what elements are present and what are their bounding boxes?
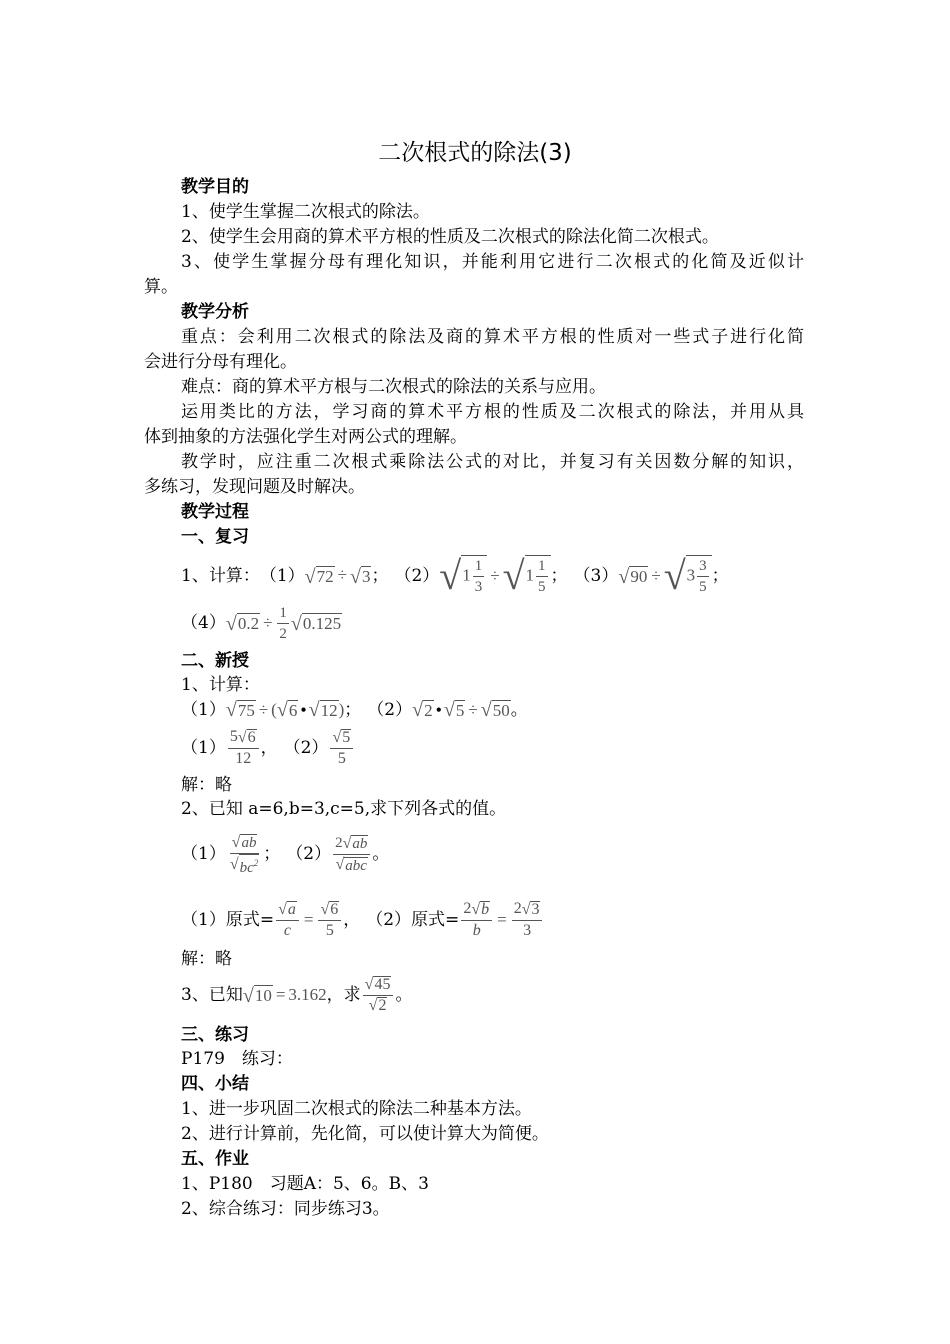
analysis-heading: 教学分析 xyxy=(181,302,249,322)
objectives-heading: 教学目的 xyxy=(181,177,249,197)
frac-2sqrt-b-over-b: $\frac{2√b}{b}$ xyxy=(461,899,492,940)
expr-ab-over-bc2: $\frac{√ab}{√bc^2}$ xyxy=(229,833,259,876)
key-point-line1: 重点：会利用二次根式的除法及商的算术平方根的性质对一些式子进行化简 xyxy=(181,327,804,347)
frac-sqrt-a-over-c: $\frac{√a}{c}$ xyxy=(276,899,299,940)
solution-2: 解：略 xyxy=(181,949,232,969)
summary-heading: 四、小结 xyxy=(181,1074,249,1094)
expr-mixed-sqrt: √1 $\frac{1}{3}$ ÷ √1 $\frac{1}{5}$ xyxy=(439,555,550,597)
homework-item-1: 1、P180 习题A：5、6。B、3 xyxy=(181,1174,429,1194)
expr-2ab-over-abc: $\frac{2√ab}{\text{√abc}}$ xyxy=(333,833,370,876)
difficulty-point: 难点：商的算术平方根与二次根式的除法的关系与应用。 xyxy=(181,377,606,397)
answer-2: $\frac{√5}{5}$ xyxy=(330,727,353,768)
page-title: 二次根式的除法(3) xyxy=(378,140,572,166)
process-heading: 教学过程 xyxy=(181,502,249,522)
summary-item-1: 1、进一步巩固二次根式的除法二种基本方法。 xyxy=(181,1099,532,1119)
frac-sqrt6-over-5: $\frac{√6}{5}$ xyxy=(318,899,341,940)
new-heading: 二、新授 xyxy=(181,651,249,671)
review-q4: （4） √0.2 ÷ $\frac{1}{2}$ √0.125 xyxy=(181,604,342,642)
review-heading: 一、复习 xyxy=(181,527,249,547)
expr-sqrt2-sqrt5: √2 • √5 ÷ √50 xyxy=(412,699,510,722)
key-point-line2: 会进行分母有理化。 xyxy=(144,352,297,372)
practice-heading: 三、练习 xyxy=(181,1025,249,1045)
expr-sqrt90-div: √90 ÷ √3 $\frac{3}{5}$ xyxy=(618,555,711,597)
new-q1-answers: （1） $\frac{5√6}{12}$ ， （2） $\frac{√5}{5}$ xyxy=(181,726,355,770)
summary-item-2: 2、进行计算前，先化简，可以使计算大为简便。 xyxy=(181,1124,549,1144)
frac-sqrt45-over-sqrt2: $\frac{√45}{√2}$ xyxy=(363,974,394,1016)
note-line1: 教学时，应注重二次根式乘除法公式的对比，并复习有关因数分解的知识， xyxy=(181,452,804,472)
new-q1-label: 1、计算： xyxy=(181,675,260,695)
expr-sqrt72-div-sqrt3: √72 ÷ √3 xyxy=(304,565,371,588)
objective-3-cont: 算。 xyxy=(144,277,178,297)
expr-sqrt10: √10 = 3.162 xyxy=(242,984,327,1007)
new-q2-exprs: （1） $\frac{√ab}{√bc^2}$ ； （2） $\frac{2√ab}{\text{√abc}}$ 。 xyxy=(181,833,390,876)
expr-sqrt02: √0.2 ÷ $\frac{1}{2}$ √0.125 xyxy=(225,604,342,642)
solution-1: 解：略 xyxy=(181,775,232,795)
review-q1: 1、计算： （1） √72 ÷ √3 ； （2） √1 $\frac{1}{3}$ ÷ √1 $\frac{1}{5}$ ； （3） √90 ÷ √3 $\frac{3}{5}$ ； xyxy=(181,553,729,598)
note-line2: 多练习，发现问题及时解决。 xyxy=(144,477,365,497)
practice-text: P179 练习： xyxy=(181,1049,293,1069)
objective-3: 3、使学生掌握分母有理化知识，并能利用它进行二次根式的化简及近似计 xyxy=(181,252,804,272)
homework-heading: 五、作业 xyxy=(181,1149,249,1169)
method-line1: 运用类比的方法，学习商的算术平方根的性质及二次根式的除法，并用从具 xyxy=(181,402,804,422)
homework-item-2: 2、综合练习：同步练习3。 xyxy=(181,1199,390,1219)
new-q2-answers: （1） 原式= $\frac{√a}{c}$ = $\frac{√6}{5}$ ， （2） 原式= $\frac{2√b}{b}$ = $\frac{2√3}{3}$ xyxy=(181,898,544,942)
frac-2sqrt3-over-3: $\frac{2√3}{3}$ xyxy=(512,899,543,940)
answer-1: $\frac{5√6}{12}$ xyxy=(228,727,259,768)
objective-2: 2、使学生会用商的算术平方根的性质及二次根式的除法化简二次根式。 xyxy=(181,227,719,247)
expr-sqrt75: √75 ÷ ( √6 • √12 ) xyxy=(225,699,345,722)
new-q3: 3、已知 √10 = 3.162 ，求 $\frac{√45}{√2}$ 。 xyxy=(181,975,413,1015)
new-q2: 2、已知 a=6,b=3,c=5,求下列各式的值。 xyxy=(181,799,507,819)
objective-1: 1、使学生掌握二次根式的除法。 xyxy=(181,202,430,222)
new-q1-exprs: （1） √75 ÷ ( √6 • √12 ) ； （2） √2 • √5 ÷ √50 。 xyxy=(181,699,528,722)
method-line2: 体到抽象的方法强化学生对两公式的理解。 xyxy=(144,427,467,447)
